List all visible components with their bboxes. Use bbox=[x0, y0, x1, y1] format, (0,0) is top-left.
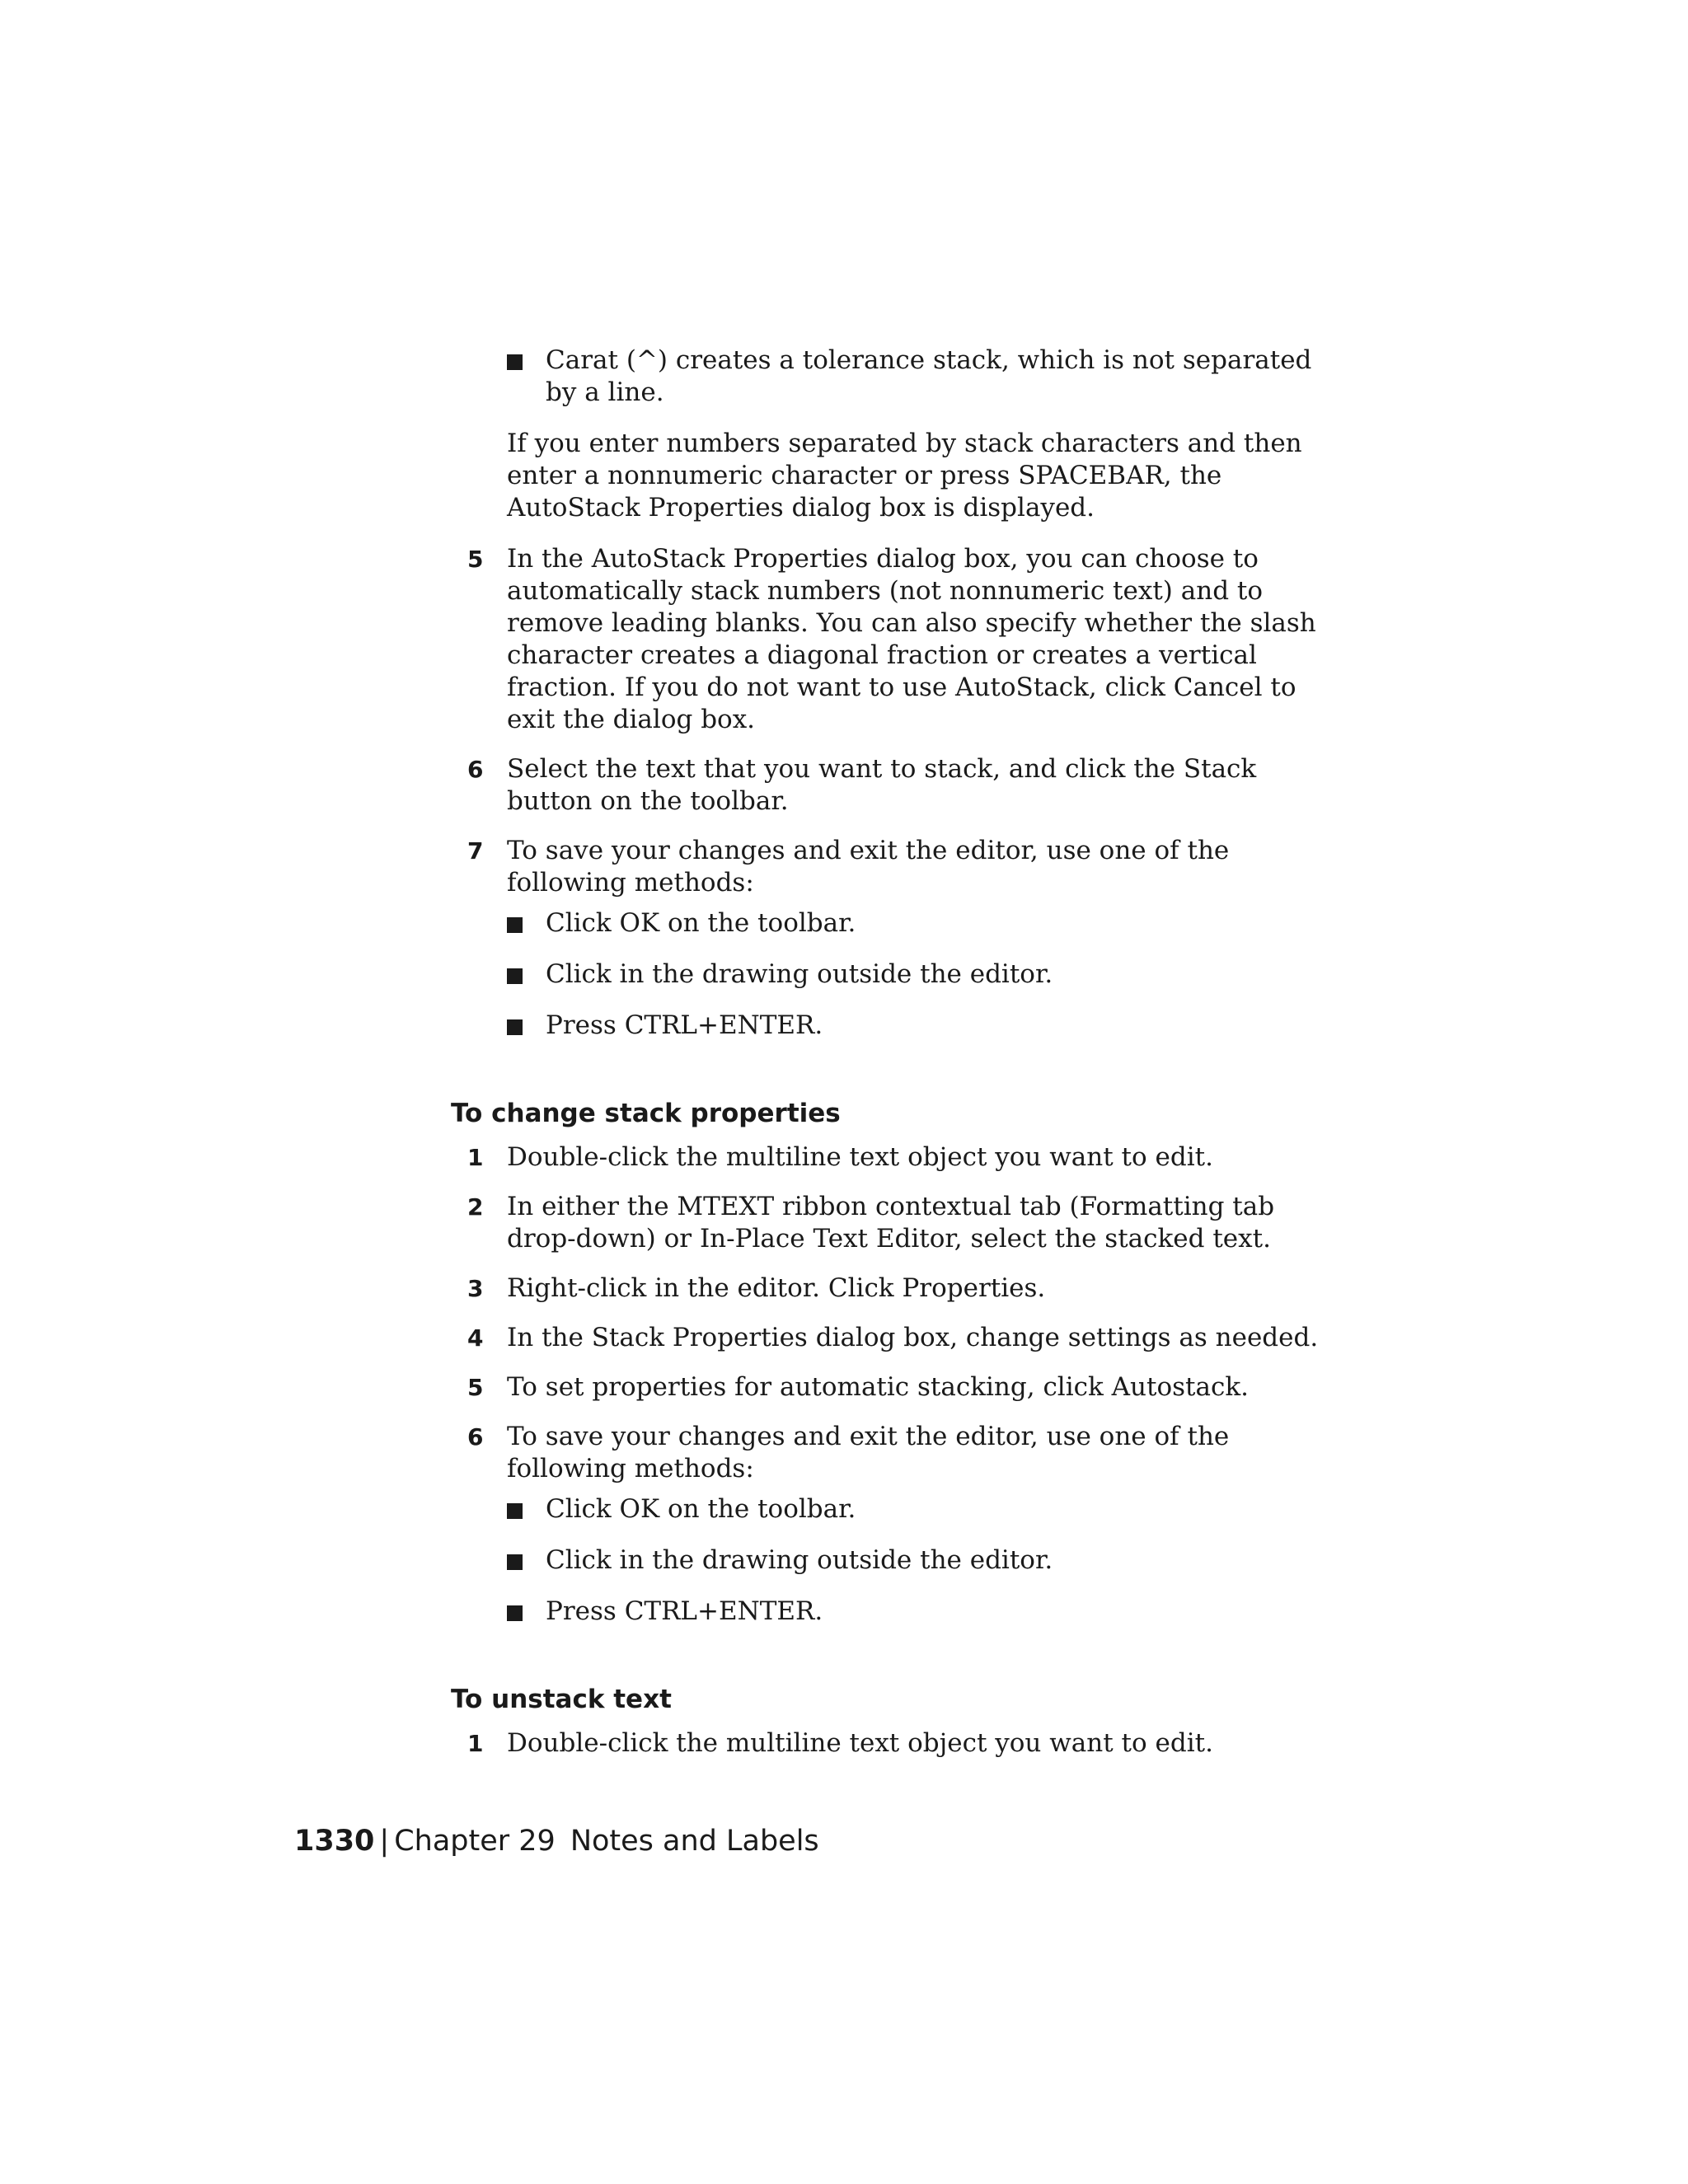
chapter-label: Chapter 29 bbox=[394, 1825, 556, 1858]
step-item bbox=[451, 1272, 1341, 1305]
step-number: 6 bbox=[467, 1423, 484, 1451]
bullet-square-icon bbox=[507, 1554, 523, 1570]
bullet-square-icon bbox=[507, 917, 523, 933]
sub-bullet-item bbox=[451, 958, 1341, 991]
bullet-square-icon bbox=[507, 968, 523, 984]
step-number: 1 bbox=[467, 1144, 484, 1171]
sub-bullet-item bbox=[451, 907, 1341, 940]
step-text: In either the MTEXT ribbon contextual tab (Formatting tab drop-down) or In-Place Text Editor, select the stacked text. bbox=[507, 1192, 1275, 1254]
sub-bullet-item bbox=[451, 1010, 1341, 1042]
bullet-text: Click OK on the toolbar. bbox=[546, 1494, 856, 1524]
section-heading: To unstack text bbox=[451, 1685, 672, 1714]
bullet-text: Press CTRL+ENTER. bbox=[546, 1596, 823, 1626]
paragraph: If you enter numbers separated by stack characters and then enter a nonnumeric character or press SPACEBAR, the AutoStack Properties dialog box is displayed. bbox=[507, 429, 1302, 523]
step-text: To set properties for automatic stacking, click Autostack. bbox=[507, 1372, 1249, 1402]
bullet-text: Click OK on the toolbar. bbox=[546, 908, 856, 938]
step-number: 1 bbox=[467, 1730, 484, 1757]
bullet-square-icon bbox=[507, 1503, 523, 1519]
step-number: 3 bbox=[467, 1275, 484, 1302]
bullet-square-icon bbox=[507, 1019, 523, 1035]
step-item bbox=[451, 835, 1341, 899]
step-text: Double-click the multiline text object you want to edit. bbox=[507, 1142, 1213, 1172]
step-text: In the AutoStack Properties dialog box, you can choose to automatically stack numbers (not nonnumeric text) and to remove leading blanks. You can also specify whether the slash character creates a diagonal fraction or creates a vertical fraction. If you do not want to use AutoStack, click Cancel to exit the dialog box. bbox=[507, 544, 1316, 734]
bullet-square-icon bbox=[507, 1605, 523, 1621]
page-footer bbox=[294, 1823, 819, 1859]
step-number: 2 bbox=[467, 1193, 484, 1221]
chapter-title: Notes and Labels bbox=[570, 1825, 819, 1858]
section-heading: To change stack properties bbox=[451, 1099, 841, 1128]
step-text: In the Stack Properties dialog box, change settings as needed. bbox=[507, 1323, 1319, 1352]
step-number: 6 bbox=[467, 756, 484, 783]
step-number: 5 bbox=[467, 1374, 484, 1401]
step-number: 5 bbox=[467, 546, 484, 573]
step-text: Double-click the multiline text object you want to edit. bbox=[507, 1728, 1213, 1758]
step-number: 7 bbox=[467, 837, 484, 865]
step-item bbox=[451, 1371, 1341, 1404]
step-item bbox=[451, 1191, 1341, 1255]
footer-separator: | bbox=[379, 1825, 390, 1858]
bullet-text: Click in the drawing outside the editor. bbox=[546, 1545, 1053, 1575]
sub-bullet-item bbox=[451, 1544, 1341, 1577]
sub-bullet-item bbox=[451, 1596, 1341, 1628]
sub-bullet-item bbox=[451, 1493, 1341, 1526]
bullet-text: Carat (^) creates a tolerance stack, which is not separated by a line. bbox=[546, 345, 1312, 407]
bullet-item bbox=[451, 344, 1341, 409]
step-item bbox=[451, 1141, 1341, 1174]
step-text: To save your changes and exit the editor, use one of the following methods: bbox=[507, 1422, 1230, 1483]
step-item bbox=[451, 1727, 1341, 1760]
step-item bbox=[451, 1421, 1341, 1485]
step-text: Right-click in the editor. Click Properties. bbox=[507, 1273, 1046, 1303]
page-number: 1330 bbox=[294, 1825, 375, 1858]
page-content bbox=[451, 344, 1341, 1760]
bullet-square-icon bbox=[507, 354, 523, 370]
step-item bbox=[451, 1322, 1341, 1354]
step-text: Select the text that you want to stack, and click the Stack button on the toolbar. bbox=[507, 754, 1257, 816]
step-item bbox=[451, 543, 1341, 736]
step-number: 4 bbox=[467, 1324, 484, 1352]
step-item bbox=[451, 753, 1341, 818]
bullet-text: Click in the drawing outside the editor. bbox=[546, 959, 1053, 989]
step-text: To save your changes and exit the editor, use one of the following methods: bbox=[507, 836, 1230, 898]
bullet-text: Press CTRL+ENTER. bbox=[546, 1010, 823, 1040]
